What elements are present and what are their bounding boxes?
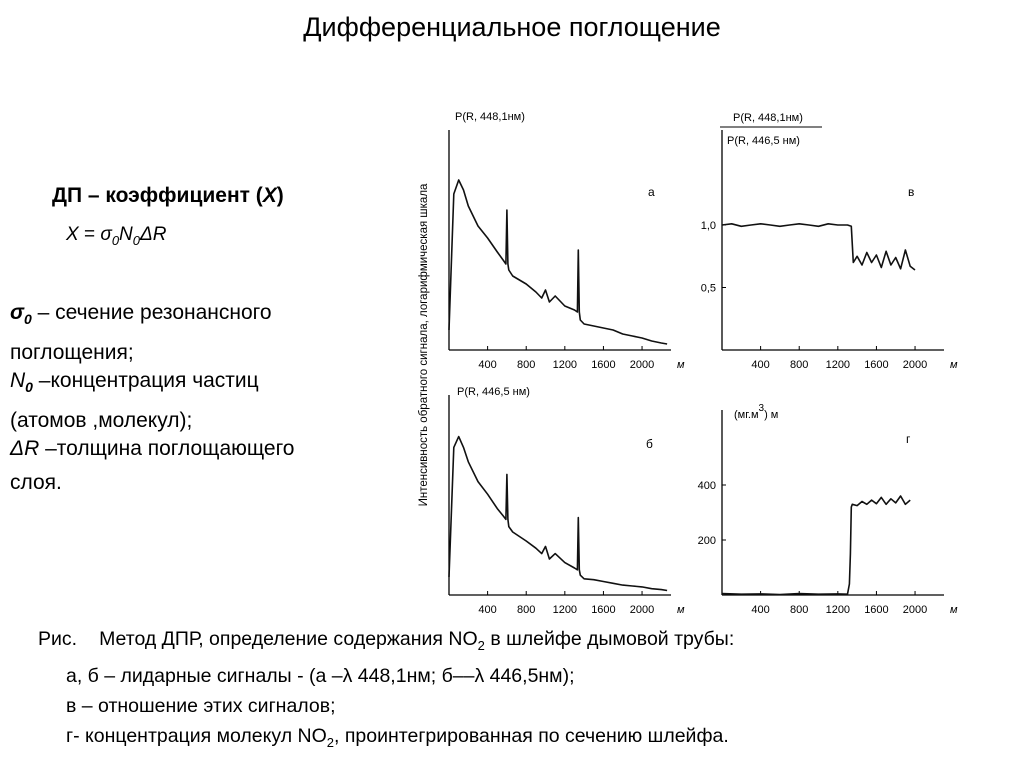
formula-sub-n: 0 <box>132 232 141 248</box>
y-tick-label: 0,5 <box>700 282 716 295</box>
ylabel-end: ) м <box>764 409 779 421</box>
formula-eq: = <box>78 224 101 245</box>
caption-fig-label: Рис. <box>38 628 78 650</box>
x-tick-label: 800 <box>790 604 809 616</box>
panel-letter: в <box>908 185 915 199</box>
y-tick-label: 1,0 <box>700 220 716 232</box>
panel-ylabel <box>734 403 778 421</box>
panel-ylabel: P(R, 446,5 нм) <box>457 386 530 398</box>
x-tick-label: 2000 <box>902 604 928 616</box>
x-unit-label: м <box>677 359 685 371</box>
legend-r-line2: слоя. <box>10 471 62 494</box>
series-line <box>722 224 915 270</box>
x-tick-label: 2000 <box>902 359 928 371</box>
shared-y-axis-title: Интенсивность обратного сигнала, логарифмическая шкала <box>418 183 430 507</box>
caption-line1-sub: 2 <box>477 637 485 653</box>
x-tick-label: 400 <box>751 604 770 616</box>
y-tick-label: 200 <box>697 535 716 547</box>
x-unit-label: м <box>950 359 958 371</box>
chart-panel-1 <box>418 111 685 506</box>
heading-close: ) <box>276 184 284 207</box>
sigma-sub: 0 <box>23 311 32 328</box>
caption-line1-end: в шлейфе дымовой трубы: <box>484 628 735 650</box>
caption-line3: в – отношение этих сигналов; <box>66 694 336 717</box>
caption-line1-text: Метод ДПР, определение содержания NO <box>99 628 478 650</box>
n-symbol: N <box>10 369 26 392</box>
x-tick-label: 800 <box>517 359 536 371</box>
x-tick-label: 400 <box>478 604 497 616</box>
x-tick-label: 1200 <box>552 359 578 371</box>
x-tick-label: 1600 <box>591 604 616 616</box>
formula-sigma: σ <box>100 224 112 245</box>
formula-dr: ΔR <box>140 224 167 245</box>
panel-ylabel: P(R, 448,1нм) <box>733 112 803 124</box>
caption-line4-text: г- концентрация молекул NO <box>66 724 327 747</box>
ylabel-main: (мг.м <box>734 409 759 421</box>
r-text1: –толщина поглощающего <box>39 437 295 460</box>
legend-sigma-line2: поглощения; <box>10 341 134 365</box>
series-line <box>449 180 667 344</box>
heading-text: ДП – коэффициент ( <box>52 184 263 207</box>
x-unit-label: м <box>950 604 958 616</box>
ylabel-sup: 3 <box>758 403 765 414</box>
x-unit-label: м <box>677 604 685 616</box>
x-tick-label: 800 <box>790 359 809 371</box>
x-tick-label: 1200 <box>552 604 578 616</box>
x-tick-label: 400 <box>478 359 497 371</box>
r-symbol: ΔR <box>10 437 40 460</box>
panel-letter: а <box>648 185 655 199</box>
x-tick-label: 1600 <box>591 359 616 371</box>
page-title: Дифференциальное поглощение <box>303 12 721 42</box>
n-text1: –концентрация частиц <box>32 369 259 392</box>
n-sub: 0 <box>25 379 33 396</box>
x-tick-label: 1200 <box>825 604 851 616</box>
caption-line4-end: , проинтегрированная по сечению шлейфа. <box>334 724 729 747</box>
series-line <box>449 437 667 591</box>
x-tick-label: 2000 <box>629 604 655 616</box>
panel-letter: б <box>646 437 653 451</box>
caption-line4-sub: 2 <box>326 734 335 750</box>
panel-ylabel: P(R, 448,1нм) <box>455 111 525 123</box>
x-tick-label: 1600 <box>864 604 889 616</box>
chart-panel-2 <box>701 112 958 371</box>
x-tick-label: 1200 <box>825 359 851 371</box>
heading-symbol: X <box>262 184 277 207</box>
x-tick-label: 800 <box>517 604 536 616</box>
sigma-text1: – сечение резонансного <box>31 301 272 324</box>
series-line <box>722 496 910 595</box>
chart-panel-4 <box>698 403 958 616</box>
formula-n: N <box>119 224 133 245</box>
x-tick-label: 2000 <box>629 359 655 371</box>
panel-letter: г <box>906 432 911 446</box>
x-tick-label: 400 <box>751 359 770 371</box>
chart-panel-3 <box>449 386 685 616</box>
x-tick-label: 1600 <box>864 359 889 371</box>
formula-sub-sigma: 0 <box>111 232 120 248</box>
y-tick-label: 400 <box>697 480 716 492</box>
panel-ylabel-denominator: P(R, 446,5 нм) <box>727 135 800 147</box>
formula-x: X <box>66 224 79 245</box>
caption-line2: а, б – лидарные сигналы - (а –λ 448,1нм; б––λ 446,5нм); <box>66 664 575 687</box>
legend-n-line2: (атомов ,молекул); <box>10 409 193 433</box>
sigma-symbol: σ <box>10 301 24 324</box>
